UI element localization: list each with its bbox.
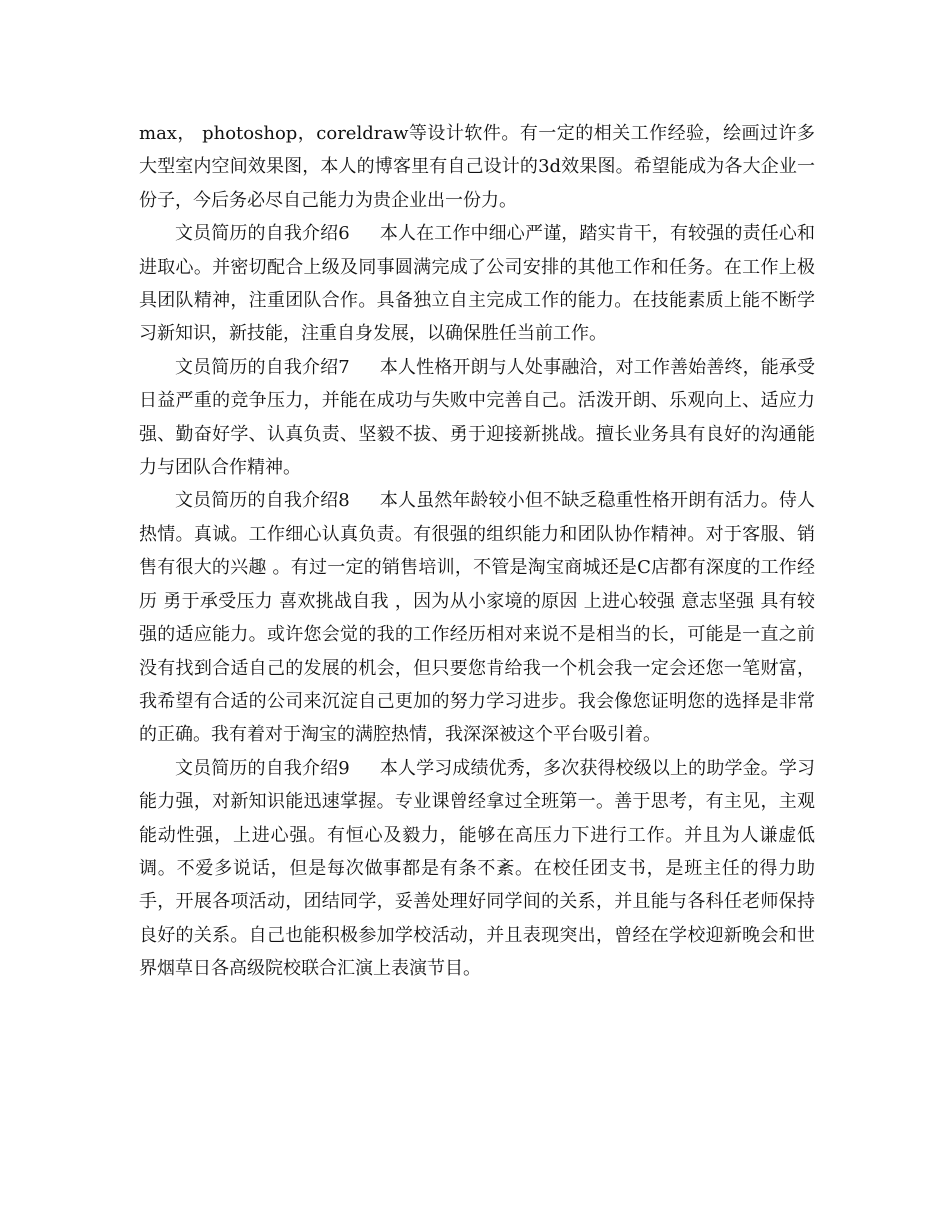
- paragraph-text: 本人虽然年龄较小但不缺乏稳重性格开朗有活力。侍人热情。真诚。工作细心认真负责。有很强的组织能力和团队协作精神。对于客服、销售有很大的兴趣 。有过一定的销售培训，不管是淘宝商城还是C店都有深度的工作经历 勇于承受压力 喜欢挑战自我 ，因为从小家境的原因 上进心较强 意志坚强 具有较强的适应能力。或许您会觉的我的工作经历相对来说不是相当的长，可能是一直之前没有找到合适自己的发展的机会，但只要您肯给我一个机会我一定会还您一笔财富，我希望有合适的公司来沉淀自己更加的努力学习进步。我会像您证明您的选择是非常的正确。我有着对于淘宝的满腔热情，我深深被这个平台吸引着。: [139, 490, 816, 746]
- paragraph-intro-7: [139, 351, 815, 485]
- paragraph-label: 文员简历的自我介绍9: [175, 757, 350, 779]
- paragraph-intro-6: [139, 217, 815, 351]
- paragraph-label: 文员简历的自我介绍6: [175, 223, 350, 245]
- paragraph-text: 本人学习成绩优秀，多次获得校级以上的助学金。学习能力强，对新知识能迅速掌握。专业课曾经拿过全班第一。善于思考，有主见，主观能动性强，上进心强。有恒心及毅力，能够在高压力下进行工作。并且为人谦虚低调。不爱多说话，但是每次做事都是有条不紊。在校任团支书，是班主任的得力助手，开展各项活动，团结同学，妥善处理好同学间的关系，并且能与各科任老师保持良好的关系。自己也能积极参加学校活动，并且表现突出，曾经在学校迎新晚会和世界烟草日各高级院校联合汇演上表演节目。: [139, 757, 816, 980]
- paragraph-text: 本人性格开朗与人处事融洽，对工作善始善终，能承受日益严重的竞争压力，并能在成功与失败中完善自己。活泼开朗、乐观向上、适应力强、勤奋好学、认真负责、坚毅不拔、勇于迎接新挑战。擅长业务具有良好的沟通能力与团队合作精神。: [139, 356, 816, 479]
- paragraph-text: max， photoshop，coreldraw等设计软件。有一定的相关工作经验，绘画过许多大型室内空间效果图，本人的博客里有自己设计的3d效果图。希望能成为各大企业一份子，今后务必尽自己能力为贵企业出一份力。: [139, 123, 815, 211]
- paragraph-intro-9: [139, 752, 815, 986]
- paragraph-intro-8: [139, 484, 815, 751]
- paragraph-text: 本人在工作中细心严谨，踏实肯干，有较强的责任心和进取心。并密切配合上级及同事圆满完成了公司安排的其他工作和任务。在工作上极具团队精神，注重团队合作。具备独立自主完成工作的能力。在技能素质上能不断学习新知识，新技能，注重自身发展，以确保胜任当前工作。: [139, 223, 816, 345]
- paragraph-label: 文员简历的自我介绍7: [175, 356, 350, 378]
- paragraph-label: 文员简历的自我介绍8: [175, 490, 350, 512]
- document-body: [139, 117, 815, 986]
- paragraph-continuation: [139, 117, 815, 217]
